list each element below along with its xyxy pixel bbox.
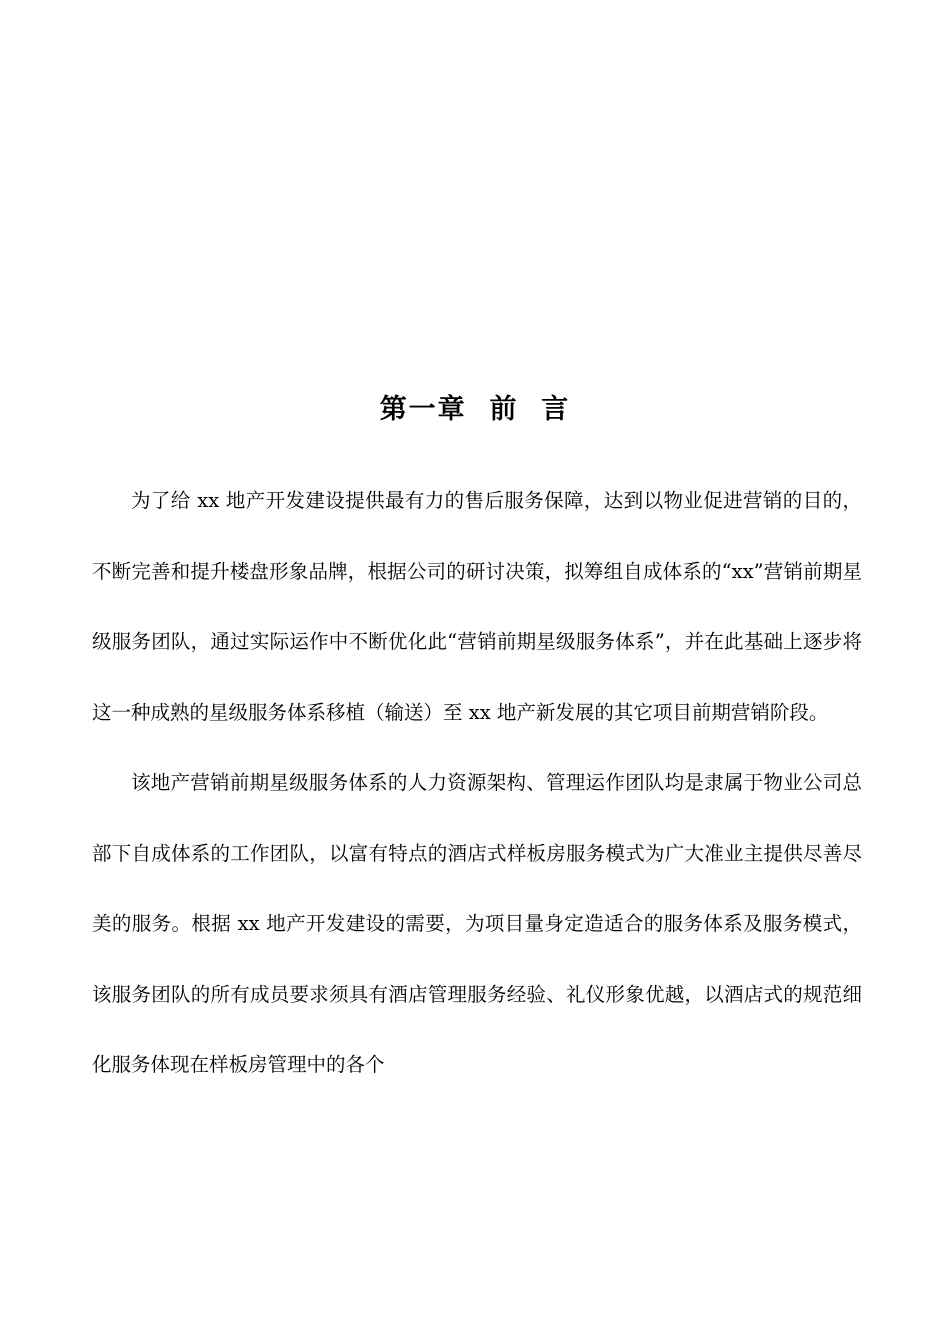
chapter-title: 第一章 前 言 bbox=[379, 394, 571, 425]
paragraph-2: 该地产营销前期星级服务体系的人力资源架构、管理运作团队均是隶属于物业公司总部下自成体系的工作团队，以富有特点的酒店式样板房服务模式为广大准业主提供尽善尽美的服务。根据 xx 地产开发建设的需要，为项目量身定造适合的服务体系及服务模式，该服务团队的所有成员要求须具有酒店管理服务经验、礼仪形象优越，以酒店式的规范细化服务体现在样板房管理中的各个 bbox=[92, 771, 862, 1076]
paragraph-1: 为了给 xx 地产开发建设提供最有力的售后服务保障，达到以物业促进营销的目的，不断完善和提升楼盘形象品牌，根据公司的研讨决策，拟筹组自成体系的“xx”营销前期星级服务团队，通过实际运作中不断优化此“营销前期星级服务体系”，并在此基础上逐步将这一种成熟的星级服务体系移植（输送）至 xx 地产新发展的其它项目前期营销阶段。 bbox=[92, 489, 862, 724]
body-text bbox=[92, 466, 862, 1101]
